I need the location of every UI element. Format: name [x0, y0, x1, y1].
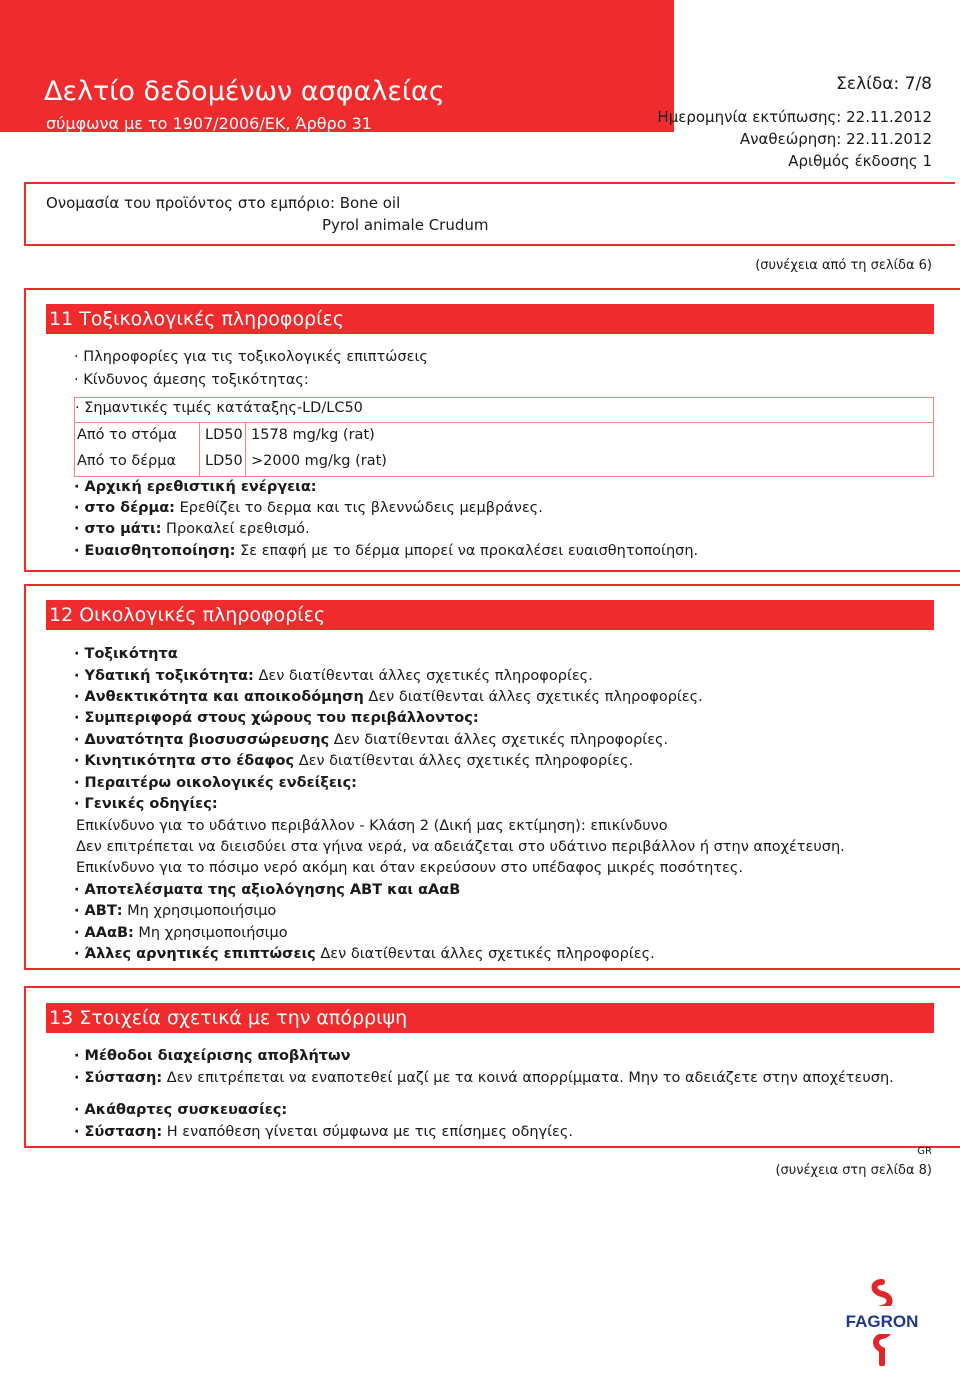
table-divider: [199, 422, 200, 477]
product-box: [24, 182, 955, 246]
section-11-title: 11 Τοξικολογικές πληροφορίες: [46, 304, 934, 334]
primary-irritation-heading: · Αρχική ερεθιστική ενέργεια:: [74, 479, 317, 495]
eye-text: Προκαλεί ερεθισμό.: [161, 521, 310, 537]
general-notes-heading: · Γενικές οδηγίες:: [74, 796, 218, 812]
general-note-2: Δεν επιτρέπεται να διεισδύει στα γήινα νερά, να αδειάζεται στο υδάτινο περιβάλλον ή στην αποχέτευση.: [76, 839, 845, 855]
section-12: [24, 584, 960, 970]
other-effects: [74, 946, 655, 962]
table-cell-type: LD50: [205, 427, 243, 443]
version-number: Αριθμός έκδοσης 1: [788, 152, 932, 170]
general-note-3: Επικίνδυνο για το πόσιμο νερό ακόμη και όταν εκρεύσουν στο υπέδαφος μικρές ποσότητες.: [76, 860, 743, 876]
bioaccumulation-text: Δεν διατίθενται άλλες σχετικές πληροφορίες.: [329, 732, 669, 748]
logo-text: FAGRON: [845, 1312, 919, 1331]
recommendation-text: Η εναπόθεση γίνεται σύμφωνα με τις επίσημες οδηγίες.: [162, 1124, 573, 1140]
other-effects-label: · Άλλες αρνητικές επιπτώσεις: [74, 946, 316, 962]
vpvb-text: Μη χρησιμοποιήσιμο: [133, 925, 288, 941]
document-subtitle: σύμφωνα με το 1907/2006/ΕΚ, Άρθρο 31: [46, 114, 372, 133]
tox-effects-heading: · Πληροφορίες για τις τοξικολογικές επιπτώσεις: [74, 349, 428, 365]
mobility-text: Δεν διατίθενται άλλες σχετικές πληροφορίες.: [294, 753, 634, 769]
recommendation-label: · Σύσταση:: [74, 1124, 163, 1140]
product-name: Ονομασία του προϊόντος στο εμπόριο: Bone oil: [46, 194, 401, 212]
acute-toxicity-heading: · Κίνδυνος άμεσης τοξικότητας:: [74, 372, 309, 388]
persistence-label: · Ανθεκτικότητα και αποικοδόμηση: [74, 689, 364, 705]
mobility-label: · Κινητικότητα στο έδαφος: [74, 753, 295, 769]
waste-methods-heading: · Μέθοδοι διαχείρισης αποβλήτων: [74, 1048, 351, 1064]
persistence-text: Δεν διατίθενται άλλες σχετικές πληροφορίες.: [363, 689, 703, 705]
persistence: [74, 689, 703, 705]
fagron-caduceus-icon: [838, 1278, 926, 1366]
print-date: Ημερομηνία εκτύπωσης: 22.11.2012: [657, 108, 932, 126]
bioaccumulation: [74, 732, 668, 748]
table-cell-value: 1578 mg/kg (rat): [251, 427, 375, 443]
fagron-logo: [838, 1278, 926, 1366]
ld-table-title: · Σημαντικές τιμές κατάταξης-LD/LC50: [75, 400, 363, 416]
eye-irritation: [74, 521, 310, 537]
section-13: [24, 986, 960, 1148]
general-note-1: Επικίνδυνο για το υδάτινο περιβάλλον - Κλάση 2 (Δική μας εκτίμηση): επικίνδυνο: [76, 818, 668, 834]
vpvb-label: · ΑΑαΒ:: [74, 925, 134, 941]
language-code: GR: [917, 1146, 932, 1157]
recommendation-1: [74, 1070, 894, 1086]
pbt-results-heading: · Αποτελέσματα της αξιολόγησης ΑΒΤ και αΑαΒ: [74, 882, 461, 898]
sensitisation: [74, 543, 698, 559]
table-cell-type: LD50: [205, 453, 243, 469]
table-cell-value: >2000 mg/kg (rat): [251, 453, 387, 469]
pbt-text: Μη χρησιμοποιήσιμο: [122, 903, 277, 919]
skin-irritation: [74, 500, 543, 516]
continued-from-note: (συνέχεια από τη σελίδα 6): [755, 258, 932, 273]
aquatic-toxicity: [74, 668, 593, 684]
section-13-title: 13 Στοιχεία σχετικά με την απόρριψη: [46, 1003, 934, 1033]
eye-label: · στο μάτι:: [74, 521, 162, 537]
table-cell-route: Από το στόμα: [77, 427, 177, 443]
bioaccumulation-label: · Δυνατότητα βιοσυσσώρευσης: [74, 732, 330, 748]
recommendation-2: [74, 1124, 573, 1140]
toxicity-heading: · Τοξικότητα: [74, 646, 178, 662]
soil-mobility: [74, 753, 633, 769]
ld-values-table: [74, 397, 934, 477]
document-title: Δελτίο δεδομένων ασφαλείας: [44, 76, 445, 107]
pbt-result: [74, 903, 276, 919]
revision-date: Αναθεώρηση: 22.11.2012: [739, 130, 932, 148]
aquatic-text: Δεν διατίθενται άλλες σχετικές πληροφορίες.: [253, 668, 593, 684]
table-cell-route: Από το δέρμα: [77, 453, 177, 469]
table-divider: [245, 422, 246, 477]
skin-label: · στο δέρμα:: [74, 500, 175, 516]
vpvb-result: [74, 925, 288, 941]
recommendation-text: Δεν επιτρέπεται να εναποτεθεί μαζί με τα κοινά απορρίμματα. Μην το αδειάζετε στην αποχέτευση.: [162, 1070, 894, 1086]
product-alt-name: Pyrol animale Crudum: [322, 216, 489, 234]
skin-text: Ερεθίζει το δερμα και τις βλεννώδεις μεμβράνες.: [174, 500, 543, 516]
sensitisation-label: · Ευαισθητοποίηση:: [74, 543, 236, 559]
header-band: [0, 0, 674, 132]
sensitisation-text: Σε επαφή με το δέρμα μπορεί να προκαλέσει ευαισθητοποίηση.: [235, 543, 699, 559]
section-11: [24, 288, 960, 572]
section-12-title: 12 Οικολογικές πληροφορίες: [46, 600, 934, 630]
table-divider: [75, 422, 933, 423]
environment-behaviour-heading: · Συμπεριφορά στους χώρους του περιβάλλοντος:: [74, 710, 479, 726]
continued-to-note: (συνέχεια στη σελίδα 8): [775, 1163, 932, 1178]
page-number: Σελίδα: 7/8: [836, 74, 932, 94]
other-effects-text: Δεν διατίθενται άλλες σχετικές πληροφορίες.: [315, 946, 655, 962]
aquatic-label: · Υδατική τοξικότητα:: [74, 668, 254, 684]
pbt-label: · ΑΒΤ:: [74, 903, 123, 919]
recommendation-label: · Σύσταση:: [74, 1070, 163, 1086]
packaging-heading: · Ακάθαρτες συσκευασίες:: [74, 1102, 288, 1118]
further-info-heading: · Περαιτέρω οικολογικές ενδείξεις:: [74, 775, 357, 791]
